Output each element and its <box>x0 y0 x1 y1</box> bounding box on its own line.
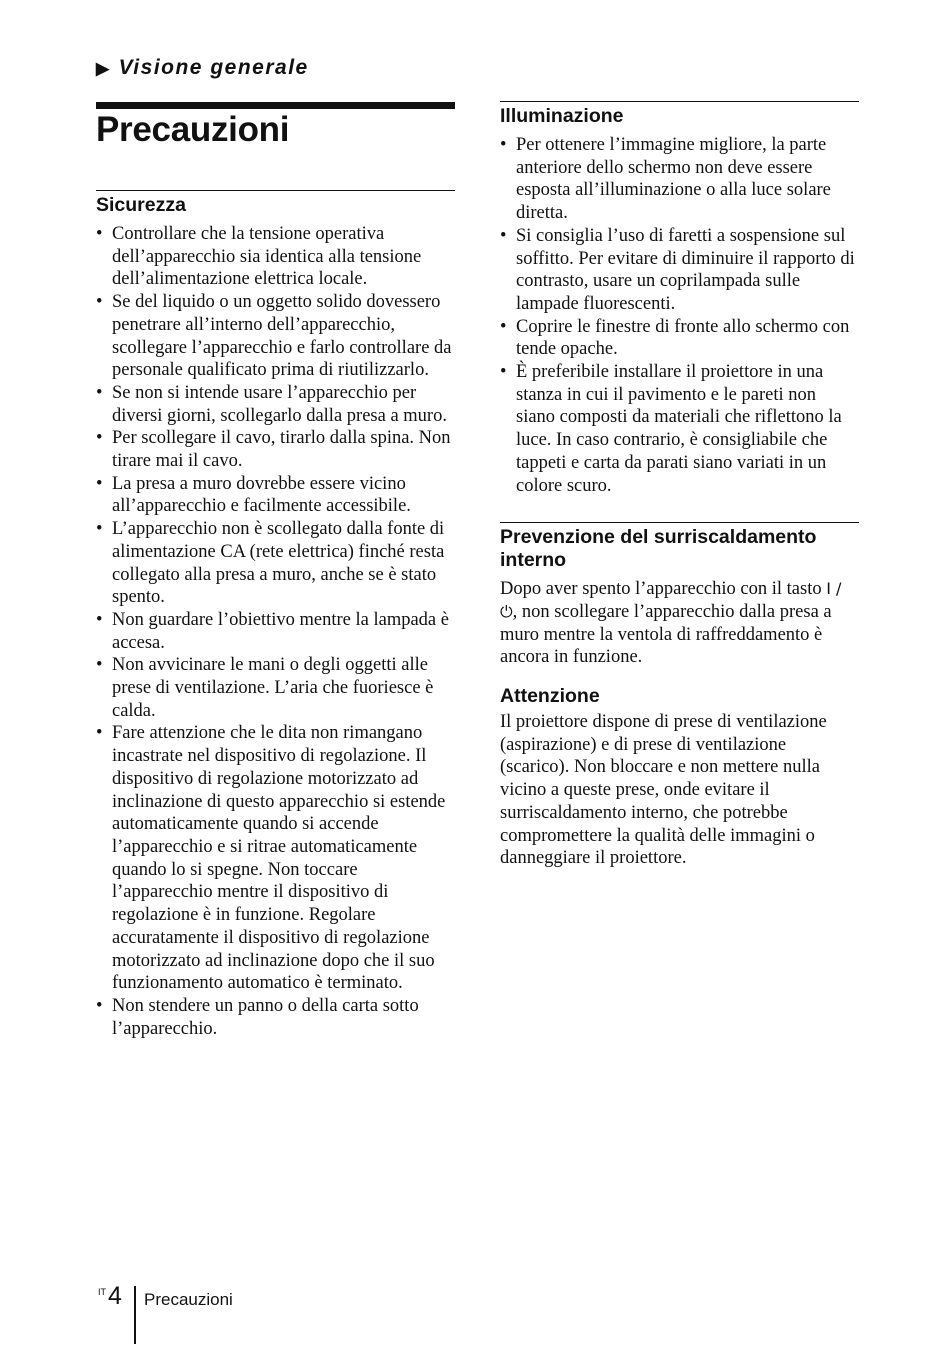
prevenzione-text-start: Dopo aver spento l’apparecchio con il tasto <box>500 579 822 600</box>
right-column <box>500 101 859 870</box>
prevenzione-text <box>500 578 859 669</box>
footer-divider <box>134 1286 136 1344</box>
list-item: • La presa a muro dovrebbe essere vicino all’apparecchio e facilmente accessibile. <box>96 473 455 518</box>
sicurezza-heading: Sicurezza <box>96 194 186 216</box>
list-item: • È preferibile installare il proiettore in una stanza in cui il pavimento e le pareti non siano composti da materiali che riflettono la luce. In caso contrario, è consigliabile che tappeti e carta da parati siano variati in un colore scuro. <box>500 361 859 497</box>
footer-title: Precauzioni <box>144 1290 233 1309</box>
title-rule <box>96 102 455 109</box>
attenzione-text: Il proiettore dispone di prese di ventilazione (aspirazione) e di prese di ventilazione (scarico). Non bloccare e non mettere nulla vicino a queste prese, onde evitare il surriscaldamento interno, che potrebbe compromettere la qualità delle immagini o danneggiare il proiettore. <box>500 712 827 869</box>
sicurezza-list <box>96 223 455 1040</box>
left-column <box>96 190 455 1040</box>
sicurezza-section <box>96 190 455 1040</box>
power-key-label: I / ⏻ <box>500 579 842 621</box>
list-item: • L’apparecchio non è scollegato dalla fonte di alimentazione CA (rete elettrica) finché resta collegato alla presa a muro, anche se è stato spento. <box>96 518 455 609</box>
list-item: • Per ottenere l’immagine migliore, la parte anteriore dello schermo non deve essere esposta all’illuminazione o alla luce solare diretta. <box>500 134 859 225</box>
list-item: • Se del liquido o un oggetto solido dovessero penetrare all’interno dell’apparecchio, scollegare l’apparecchio e farlo controllare da personale qualificato prima di riutilizzarlo. <box>96 291 455 382</box>
list-item: • Non avvicinare le mani o degli oggetti alle prese di ventilazione. L’aria che fuoriesce è calda. <box>96 654 455 722</box>
attenzione-heading: Attenzione <box>500 685 600 708</box>
section-label-text: Visione generale <box>118 56 309 79</box>
attenzione-section <box>500 685 859 870</box>
list-item: • Non guardare l’obiettivo mentre la lampada è accesa. <box>96 609 455 654</box>
page-title: Precauzioni <box>96 110 290 149</box>
prevenzione-text-end: , non scollegare l’apparecchio dalla presa a muro mentre la ventola di raffreddamento è ancora in funzione. <box>500 601 832 668</box>
section-label <box>96 56 309 80</box>
illuminazione-list <box>500 134 859 497</box>
triangle-right-icon: ▶ <box>96 59 111 78</box>
language-code: IT <box>98 1287 106 1297</box>
list-item: • Fare attenzione che le dita non rimangano incastrate nel dispositivo di regolazione. Il dispositivo di regolazione motorizzato ad inclinazione di questo apparecchio si estende automaticamente quando si accende l’apparecchio e si ritrae automaticamente quando lo si spegne. Non toccare l’apparecchio mentre il dispositivo di regolazione è in funzione. Regolare accuratamente il dispositivo di regolazione motorizzato ad inclinazione dopo che il suo funzionamento automatico è terminato. <box>96 722 455 994</box>
list-item: • Si consiglia l’uso di faretti a sospensione sul soffitto. Per evitare di diminuire il rapporto di contrasto, usare un coprilampada sulle lampade fluorescenti. <box>500 225 859 316</box>
illuminazione-heading: Illuminazione <box>500 105 624 127</box>
list-item: • Se non si intende usare l’apparecchio per diversi giorni, scollegarlo dalla presa a muro. <box>96 382 455 427</box>
prevenzione-section <box>500 522 859 669</box>
list-item: • Controllare che la tensione operativa dell’apparecchio sia identica alla tensione dell’alimentazione elettrica locale. <box>96 223 455 291</box>
list-item: • Per scollegare il cavo, tirarlo dalla spina. Non tirare mai il cavo. <box>96 427 455 472</box>
page-number: 4 <box>108 1282 122 1310</box>
list-item: • Non stendere un panno o della carta sotto l’apparecchio. <box>96 995 455 1040</box>
illuminazione-section <box>500 101 859 497</box>
list-item: • Coprire le finestre di fronte allo schermo con tende opache. <box>500 316 859 361</box>
prevenzione-heading: Prevenzione del surriscaldamento interno <box>500 526 817 572</box>
